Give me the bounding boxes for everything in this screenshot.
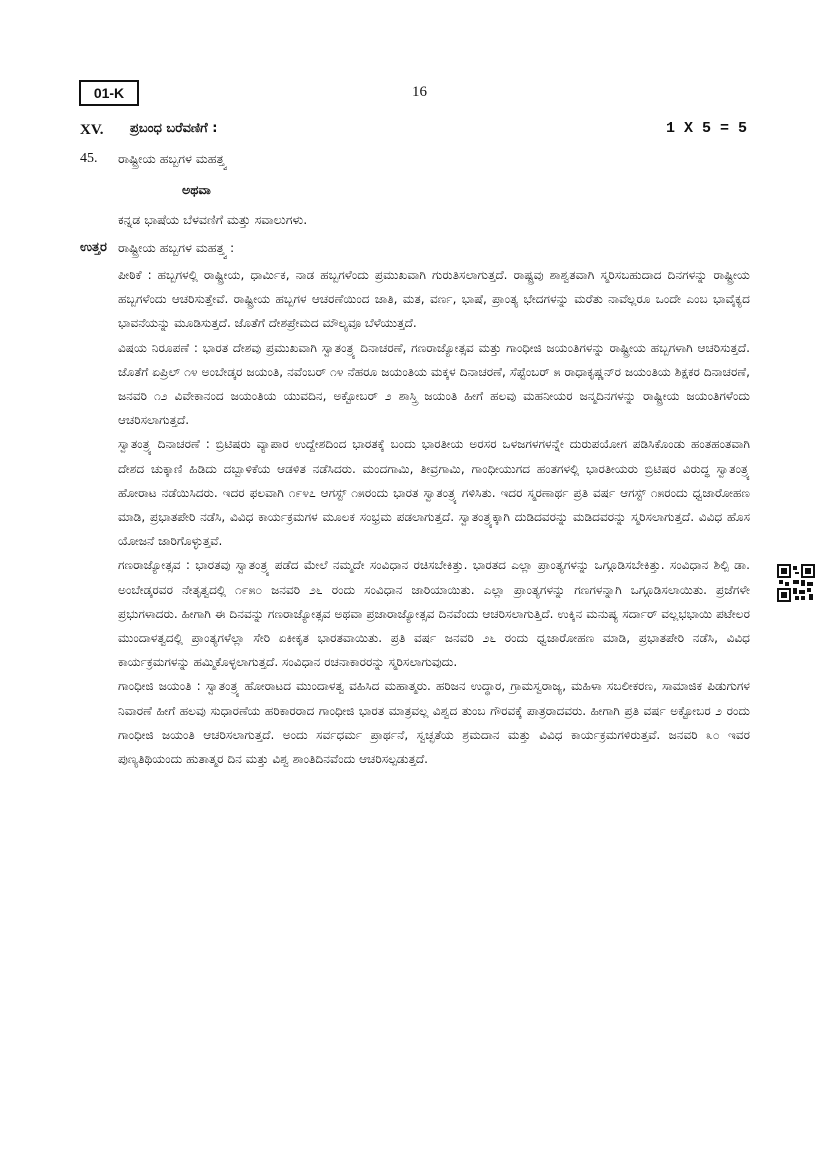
page-number: 16 — [412, 84, 427, 100]
answer-title: ರಾಷ್ಟ್ರೀಯ ಹಬ್ಬಗಳ ಮಹತ್ತ್ವ : — [118, 240, 235, 255]
question-number: 45. — [80, 151, 98, 166]
paper-code-box: 01-K — [79, 80, 139, 106]
paragraph-republic-day: ಗಣರಾಜ್ಯೋತ್ಸವ : ಭಾರತವು ಸ್ವಾತಂತ್ರ್ಯ ಪಡೆದ ಮೇಲೆ ನಮ್ಮದೇ ಸಂವಿಧಾನ ರಚಿಸಬೇಕಿತ್ತು. ಭಾರತದ ಎಲ್ಲಾ ಪ್ರಾಂತ್ಯಗಳನ್ನು ಒಗ್ಗೂಡಿಸಬೇಕಿತ್ತು. ಸಂವಿಧಾನ ಶಿಲ್ಪಿ ಡಾ. ಅಂಬೇಡ್ಕರವರ ನೇತೃತ್ವದಲ್ಲಿ ೧೯೫೦ ಜನವರಿ ೨೬ ರಂದು ಸಂವಿಧಾನ ಜಾರಿಯಾಯಿತು. ಎಲ್ಲಾ ಪ್ರಾಂತ್ಯಗಳನ್ನು ಗಣಗಳನ್ನಾಗಿ ಒಗ್ಗೂಡಿಸಲಾಯಿತು. ಪ್ರಜೆಗಳೇ ಪ್ರಭುಗಳಾದರು. ಹೀಗಾಗಿ ಈ ದಿನವನ್ನು ಗಣರಾಜ್ಯೋತ್ಸವ ಅಥವಾ ಪ್ರಜಾರಾಜ್ಯೋತ್ಸವ ದಿನವೆಂದು ಆಚರಿಸಲಾಗುತ್ತಿದೆ. ಉಕ್ಕಿನ ಮನುಷ್ಯ ಸರ್ದಾರ್ ವಲ್ಲಭಭಾಯಿ ಪಟೇಲರ ಮುಂದಾಳತ್ವದಲ್ಲಿ ಪ್ರಾಂತ್ಯಗಳೆಲ್ಲಾ ಸೇರಿ ಏಕೀಕೃತ ಭಾರತವಾಯಿತು. ಪ್ರತಿ ವರ್ಷ ಜನವರಿ ೨೬ ರಂದು ಧ್ವಜಾರೋಹಣ ಮಾಡಿ, ಪ್ರಭಾತಪೇರಿ ನಡೆಸಿ, ವಿವಿಧ ಕಾರ್ಯಕ್ರಮಗಳನ್ನು ಹಮ್ಮಿಕೊಳ್ಳಲಾಗುತ್ತದೆ. ಸಂವಿಧಾನ ರಚನಾಕಾರರನ್ನು ಸ್ಮರಿಸಲಾಗುವುದು. — [118, 558, 750, 670]
answer-label: ಉತ್ತರ — [80, 240, 107, 255]
qr-code-icon — [777, 564, 815, 602]
paragraph-introduction: ಪೀಠಿಕೆ : ಹಬ್ಬಗಳಲ್ಲಿ ರಾಷ್ಟ್ರೀಯ, ಧಾರ್ಮಿಕ, ನಾಡ ಹಬ್ಬಗಳೆಂದು ಪ್ರಮುಖವಾಗಿ ಗುರುತಿಸಲಾಗುತ್ತದೆ. ರಾಷ್ಟ್ರವು ಶಾಶ್ವತವಾಗಿ ಸ್ಮರಿಸಬಹುದಾದ ದಿನಗಳನ್ನು ರಾಷ್ಟ್ರೀಯ ಹಬ್ಬಗಳೆಂದು ಆಚರಿಸುತ್ತೇವೆ. ರಾಷ್ಟ್ರೀಯ ಹಬ್ಬಗಳ ಆಚರಣೆಯಿಂದ ಜಾತಿ, ಮತ, ವರ್ಣ, ಭಾಷೆ, ಪ್ರಾಂತ್ಯ ಭೇದಗಳನ್ನು ಮರೆತು ನಾವೆಲ್ಲರೂ ಒಂದೇ ಎಂಬ ಭಾವೈಕ್ಯದ ಭಾವನೆಯನ್ನು ಮೂಡಿಸುತ್ತದೆ. ಜೊತೆಗೆ ದೇಶಪ್ರೇಮದ ಮೌಲ್ಯವೂ ಬೆಳೆಯುತ್ತದೆ. — [118, 268, 750, 331]
paragraph-subject: ವಿಷಯ ನಿರೂಪಣೆ : ಭಾರತ ದೇಶವು ಪ್ರಮುಖವಾಗಿ ಸ್ವಾತಂತ್ರ್ಯ ದಿನಾಚರಣೆ, ಗಣರಾಜ್ಯೋತ್ಸವ ಮತ್ತು ಗಾಂಧೀಜಿ ಜಯಂತಿಗಳನ್ನು ರಾಷ್ಟ್ರೀಯ ಹಬ್ಬಗಳಾಗಿ ಆಚರಿಸುತ್ತದೆ. ಜೊತೆಗೆ ಏಪ್ರಿಲ್ ೧೪ ಅಂಬೇಡ್ಕರ ಜಯಂತಿ, ನವೆಂಬರ್ ೧೪ ನೆಹರೂ ಜಯಂತಿಯ ಮಕ್ಕಳ ದಿನಾಚರಣೆ, ಸೆಪ್ಟೆಂಬರ್ ೫ ರಾಧಾಕೃಷ್ಣನ್‌ರ ಜಯಂತಿಯ ಶಿಕ್ಷಕರ ದಿನಾಚರಣೆ, ಜನವರಿ ೧೨ ವಿವೇಕಾನಂದ ಜಯಂತಿಯ ಯುವದಿನ, ಅಕ್ಟೋಬರ್ ೨ ಶಾಸ್ತ್ರಿ ಜಯಂತಿ ಹೀಗೆ ಹಲವು ಮಹನೀಯರ ಜನ್ಮದಿನಗಳನ್ನು ರಾಷ್ಟ್ರೀಯ ಜಯಂತಿಗಳೆಂದು ಆಚರಿಸಲಾಗುತ್ತದೆ. — [118, 340, 750, 428]
paragraph-gandhi-jayanti: ಗಾಂಧೀಜಿ ಜಯಂತಿ : ಸ್ವಾತಂತ್ರ್ಯ ಹೋರಾಟದ ಮುಂದಾಳತ್ವ ವಹಿಸಿದ ಮಹಾತ್ಮರು. ಹರಿಜನ ಉದ್ಧಾರ, ಗ್ರಾಮಸ್ವರಾಜ್ಯ, ಮಹಿಳಾ ಸಬಲೀಕರಣ, ಸಾಮಾಜಿಕ ಪಿಡುಗುಗಳ ನಿವಾರಣೆ ಹೀಗೆ ಹಲವು ಸುಧಾರಣೆಯ ಹರಿಕಾರರಾದ ಗಾಂಧೀಜಿ ಭಾರತ ಮಾತ್ರವಲ್ಲ ವಿಶ್ವದ ತುಂಬ ಗೌರವಕ್ಕೆ ಪಾತ್ರರಾದವರು. ಹೀಗಾಗಿ ಪ್ರತಿ ವರ್ಷ ಅಕ್ಟೋಬರ ೨ ರಂದು ಗಾಂಧೀಜಿ ಜಯಂತಿ ಆಚರಿಸಲಾಗುತ್ತದೆ. ಅಂದು ಸರ್ವಧರ್ಮ ಪ್ರಾರ್ಥನೆ, ಸ್ವಚ್ಛತೆಯ ಶ್ರಮದಾನ ಮತ್ತು ವಿವಿಧ ಕಾರ್ಯಕ್ರಮಗಳಿರುತ್ತವೆ. ಜನವರಿ ೩೦ ಇವರ ಪುಣ್ಯತಿಥಿಯಂದು ಹುತಾತ್ಮರ ದಿನ ಮತ್ತು ವಿಶ್ವ ಶಾಂತಿದಿನವೆಂದು ಆಚರಿಸಲ್ಪಡುತ್ತದೆ. — [118, 679, 750, 767]
section-number: XV. — [80, 122, 104, 138]
paragraph-independence-day: ಸ್ವಾತಂತ್ರ್ಯ ದಿನಾಚರಣೆ : ಬ್ರಿಟಿಷರು ವ್ಯಾಪಾರ ಉದ್ದೇಶದಿಂದ ಭಾರತಕ್ಕೆ ಬಂದು ಭಾರತೀಯ ಅರಸರ ಒಳಜಗಳಗಳನ್ನೇ ದುರುಪಯೋಗ ಪಡಿಸಿಕೊಂಡು ಹಂತಹಂತವಾಗಿ ದೇಶದ ಚುಕ್ಕಾಣಿ ಹಿಡಿದು ದಬ್ಬಾಳಿಕೆಯ ಆಡಳಿತ ನಡೆಸಿದರು. ಮಂದಗಾಮಿ, ತೀವ್ರಗಾಮಿ, ಗಾಂಧೀಯುಗದ ಹಂತಗಳಲ್ಲಿ ಭಾರತೀಯರು ಬ್ರಿಟಿಷರ ವಿರುದ್ಧ ಸ್ವಾತಂತ್ರ್ಯ ಹೋರಾಟ ನಡೆಯಿಸಿದರು. ಇದರ ಫಲವಾಗಿ ೧೯೪೭ ಆಗಸ್ಟ್ ೧೫ರಂದು ಭಾರತ ಸ್ವಾತಂತ್ರ್ಯ ಗಳಿಸಿತು. ಇದರ ಸ್ಮರಣಾರ್ಥ ಪ್ರತಿ ವರ್ಷ ಆಗಸ್ಟ್ ೧೫ರಂದು ಧ್ವಜಾರೋಹಣ ಮಾಡಿ, ಪ್ರಭಾತಪೇರಿ ನಡೆಸಿ, ವಿವಿಧ ಕಾರ್ಯಕ್ರಮಗಳ ಮೂಲಕ ಸಂಭ್ರಮ ಪಡಲಾಗುತ್ತದೆ. ಸ್ವಾತಂತ್ರ್ಯಕ್ಕಾಗಿ ದುಡಿದವರನ್ನು ಮಡಿದವರನ್ನು ಸ್ಮರಿಸಲಾಗುತ್ತದೆ. ವಿವಿಧ ಹೊಸ ಯೋಜನೆ ಜಾರಿಗೊಳ್ಳುತ್ತವೆ. — [118, 437, 750, 549]
section-title: ಪ್ರಬಂಧ ಬರೆವಣಿಗೆ : — [130, 121, 218, 136]
alternative-question: ಕನ್ನಡ ಭಾಷೆಯ ಬೆಳವಣಿಗೆ ಮತ್ತು ಸವಾಲುಗಳು. — [118, 212, 308, 227]
or-word: ಅಥವಾ — [182, 182, 211, 197]
answer-body — [118, 263, 750, 771]
question-text: ರಾಷ್ಟ್ರೀಯ ಹಬ್ಬಗಳ ಮಹತ್ತ್ವ — [118, 151, 227, 166]
section-marks: 1 X 5 = 5 — [665, 120, 747, 137]
